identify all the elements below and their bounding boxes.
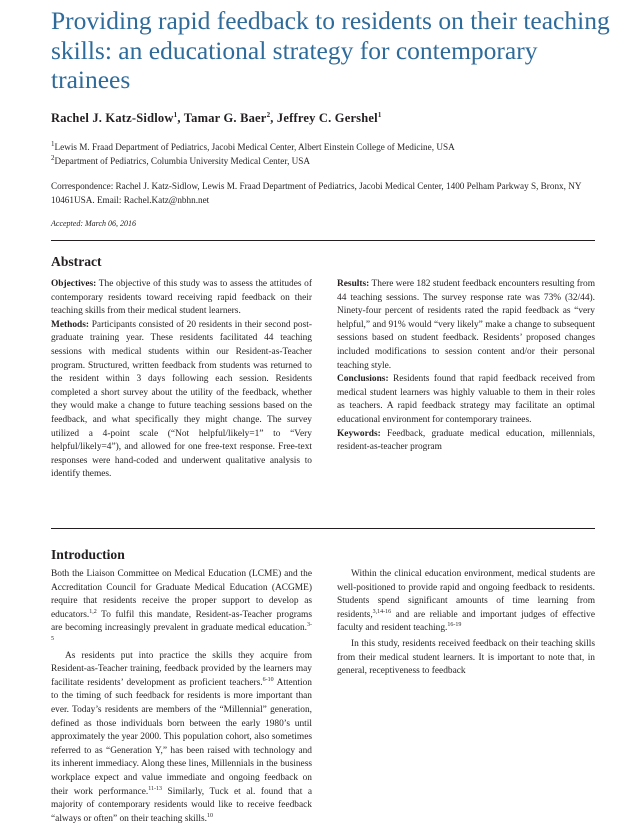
author-affiliation-marker: 2 xyxy=(266,111,271,119)
correspondence: Correspondence: Rachel J. Katz-Sidlow, Lewis M. Fraad Department of Pediatrics, Jacobi Medical Center, 1400 Pelham Parkway S, Bronx, NY 10461USA. Email: Rachel.Katz@nbhn.net xyxy=(51,181,582,205)
author-list xyxy=(51,111,382,126)
abstract-column-left xyxy=(51,278,312,482)
citation-marker: 11-13 xyxy=(148,785,162,792)
objectives-label: Objectives: xyxy=(51,279,97,289)
intro-text: Within the clinical education environment, medical students are well-positioned to provide rapid and ongoing feedback to residents. Students spend significant amounts of time learning from residents, xyxy=(337,569,595,620)
results-text: There were 182 student feedback encounters resulting from 44 teaching sessions. The survey response rate was 73% (32/44). Ninety-four percent of residents rated the rapid feedback as “very helpful,” and 91% would “very likely” make a change to subsequent sessions based on student feedback. Residents’ proposed changes included modifications to session content and/or their personal teaching style. xyxy=(337,279,595,371)
citation-marker: 1,2 xyxy=(89,608,97,615)
citation-marker: 6-10 xyxy=(262,676,274,683)
results-label: Results: xyxy=(337,279,370,289)
citation-marker: 3-5 xyxy=(51,622,312,642)
article-title: Providing rapid feedback to residents on their teaching skills: an educational strategy for contemporary trainees xyxy=(51,6,610,94)
objectives-text: The objective of this study was to assess the attitudes of contemporary residents toward receiving rapid feedback on their teaching skills from their medical student learners. xyxy=(51,279,312,317)
author-affiliation-marker: 1 xyxy=(377,111,382,119)
affiliation-text: Department of Pediatrics, Columbia University Medical Center, USA xyxy=(54,156,311,167)
introduction-column-left xyxy=(51,568,312,826)
intro-text: Similarly, Tuck et al. found that a majority of contemporary residents would like to receive feedback “always or often” on their teaching skills. xyxy=(51,786,313,824)
author-separator: , xyxy=(270,111,277,126)
methods-text: Participants consisted of 20 residents in their second post-graduate training year. These residents facilitated 44 teaching sessions with medical students within our Resident-as-Teacher program. Structured, written feedback from students was returned to the resident within 3 days following each session. Residents completed a short survey about the utility of the feedback, whether they would make a change to future teaching sessions based on the feedback, and what specifically they might change. The survey utilized a 4-point scale (“Not helpful/likely=1” to “Very helpful/likely=4”), and allowed for one free-text response. Free-text responses were hand-coded and underwent qualitative analysis to identify themes. xyxy=(51,319,312,480)
abstract-heading: Abstract xyxy=(51,254,102,269)
author-name: Tamar G. Baer xyxy=(183,111,267,126)
introduction-heading: Introduction xyxy=(51,547,125,562)
citation-marker: 3,14-16 xyxy=(372,608,392,615)
affiliation xyxy=(51,152,310,168)
affiliation-marker: 1 xyxy=(51,140,55,148)
abstract-column-right-content xyxy=(337,278,595,455)
author-affiliation-marker: 1 xyxy=(173,111,178,119)
keywords-label: Keywords: xyxy=(337,428,381,439)
affiliation-marker: 2 xyxy=(51,154,55,162)
intro-text: As residents put into practice the skills they acquire from Resident-as-Teacher training, feedback provided by the learners may facilitate residents’ development as proficient teachers. xyxy=(51,650,312,688)
citation-marker: 16-19 xyxy=(447,622,462,629)
intro-text: and are reliable and important judges of effective faculty and resident teaching. xyxy=(337,609,595,634)
intro-text: Both the Liaison Committee on Medical Education (LCME) and the Accreditation Council for Graduate Medical Education (ACGME) require that residents receive the proper support to develop as educators. xyxy=(51,569,312,620)
affiliation-text: Lewis M. Fraad Department of Pediatrics, Jacobi Medical Center, Albert Einstein College of Medicine, USA xyxy=(54,142,455,153)
conclusions-label: Conclusions: xyxy=(337,374,389,385)
intro-text: Attention to the timing of such feedback for residents is more important than ever. Today’s residents are members of the “Millennial” generation, defined as those individuals born between the early 1980’s until approximately the year 2000. This population cohort, also sometimes referred to as “Generation Y,” has been raised with technology and its inherent immediacy. Along these lines, Millennials in the business workplace expect and value immediate and ongoing feedback on their work performance. xyxy=(51,677,312,797)
citation-marker: 10 xyxy=(206,812,213,819)
author-separator: , xyxy=(177,111,184,126)
accepted-date: Accepted: March 06, 2016 xyxy=(51,219,137,228)
section-divider xyxy=(51,528,595,529)
methods-label: Methods: xyxy=(51,319,90,330)
keywords-text: Feedback, graduate medical education, millennials, resident-as-teacher program xyxy=(337,428,595,453)
intro-text: In this study, residents received feedback on their teaching skills from their medical student learners. It is important to note that, in general, receptiveness to feedback xyxy=(337,638,595,677)
author-name: Rachel J. Katz-Sidlow xyxy=(51,111,174,126)
author-name: Jeffrey C. Gershel xyxy=(276,111,378,126)
introduction-column-right xyxy=(337,568,595,679)
intro-text: To fulfil this mandate, Resident-as-Teacher programs are becoming increasingly prevalent in graduate medical education. xyxy=(51,609,312,634)
section-divider xyxy=(51,240,595,241)
conclusions-text: Residents found that rapid feedback received from medical student learners was highly valuable to them in their roles as teachers. A rapid feedback strategy may facilitate an optimal educational environment for contemporary trainees. xyxy=(337,374,595,425)
